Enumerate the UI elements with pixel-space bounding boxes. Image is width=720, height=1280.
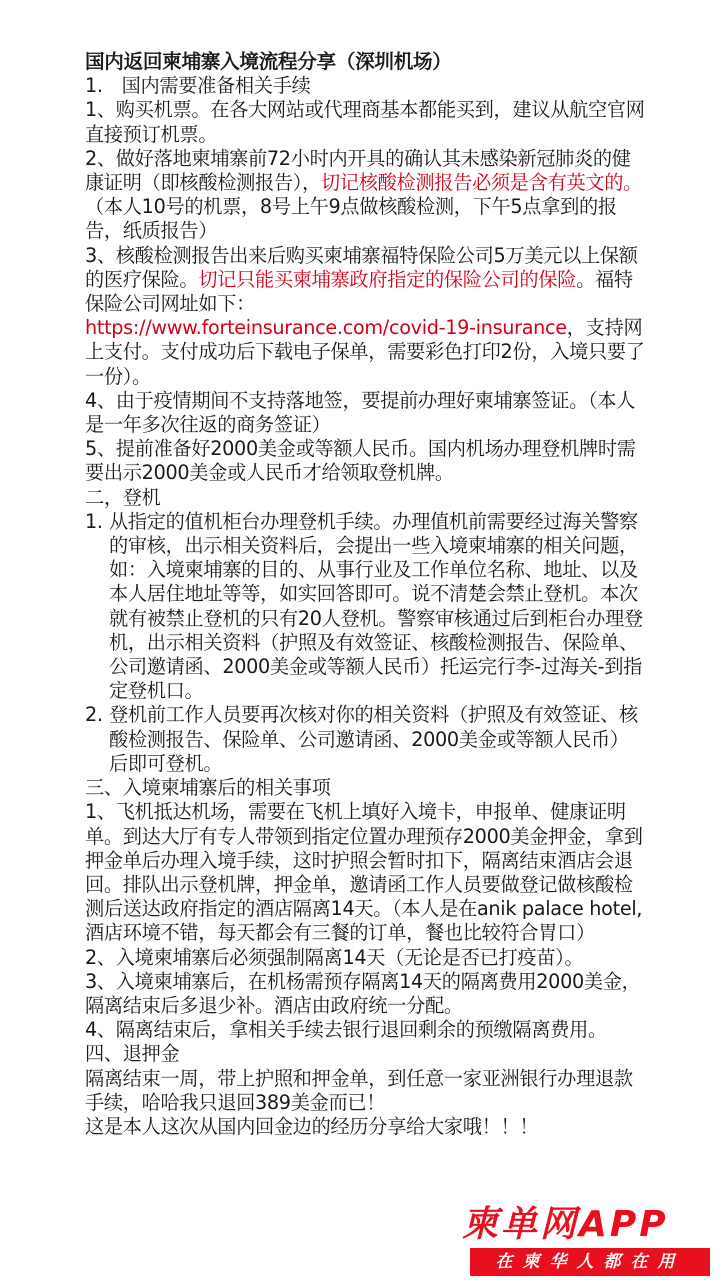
section4-heading: 四、退押金 [85,1042,180,1066]
list-item-number: 2. [85,703,103,727]
item3-text-b: 。福特保险公司网址如下： [85,267,633,316]
app-watermark [462,1204,716,1278]
section3-heading: 三、入境柬埔寨后的相关事项 [85,776,331,800]
section1-item3 [85,244,645,389]
item3-text-a: 3、核酸检测报告出来后购买柬埔寨福特保险公司5万美元以上保额的医疗保险。 [85,243,638,291]
article [85,50,645,1139]
list-item-text: 登机前工作人员要再次核对你的相关资料（护照及有效签证、核酸检测报告、保险单、公司邀请函、2000美金或等额人民币）后即可登机。 [109,703,638,775]
section2-list [85,510,645,776]
section3-item2: 2、入境柬埔寨后必须强制隔离14天（无论是否已打疫苗）。 [85,945,584,969]
item3-text-c: ，支持网上支付。支付成功后下载电子保单，需要彩色打印2份，入境只要了一份）。 [85,316,645,388]
article-title: 国内返回柬埔寨入境流程分享（深圳机场） [85,50,452,73]
item3-warning: 切记只能买柬埔寨政府指定的保险公司的保险 [198,267,577,291]
list-item [85,510,645,704]
section3-item1: 1、飞机抵达机场，需要在飞机上填好入境卡，申报单、健康证明单。到达大厅有专人带领到指定位置办理预存2000美金押金，拿到押金单后办理入境手续，这时护照会暂时扣下，隔离结束酒店会退回。排队出示登机牌，押金单，邀请函工作人员要做登记做核酸检测后送达政府指定的酒店隔离14天。（本人是在anik palace hotel,酒店环境不错，每天都会有三餐的订单，餐也比较符合胃口） [85,800,643,945]
section1-item2 [85,147,645,244]
section3-item3: 3、入境柬埔寨后，在机杨需预存隔离14天的隔离费用2000美金，隔离结束后多退少补。酒店由政府统一分配。 [85,969,641,1017]
item2-warning: 切记核酸检测报告必须是含有英文的。 [320,171,643,195]
item2-text-b: （本人10号的机票，8号上午9点做核酸检测，下午5点拿到的报告，纸质报告） [85,195,617,243]
section4-line1: 隔离结束一周，带上护照和押金单，到任意一家亚洲银行办理退款手续，哈哈我只退回389美金而已！ [85,1066,633,1114]
item2-text-a: 2、做好落地柬埔寨前72小时内开具的确认其未感染新冠肺炎的健康证明（即核酸检测报告）， [85,146,631,195]
section1-item1: 1、购买机票。在各大网站或代理商基本都能买到，建议从航空官网直接预订机票。 [85,98,645,146]
section1-item5: 5、提前准备好2000美金或等额人民币。国内机场办理登机牌时需要出示2000美金或人民币才给领取登机牌。 [85,437,636,485]
section2-heading: 二，登机 [85,485,161,509]
section1-heading: 1. 国内需要准备相关手续 [85,74,311,98]
section1-item4: 4、由于疫情期间不支持落地签，要提前办理好柬埔寨签证。（本人是一年多次往返的商务签证） [85,388,636,437]
insurance-url-link[interactable]: https://www.forteinsurance.com/covid-19-insurance [85,316,567,340]
section3-item4: 4、隔离结束后，拿相关手续去银行退回剩余的预缴隔离费用。 [85,1018,607,1042]
watermark-slogan: 在柬华人都在用 [470,1248,710,1276]
list-item [85,703,645,776]
list-item-number: 1. [85,509,103,533]
watermark-logo-text: 柬单网APP [462,1204,669,1245]
list-item-text: 从指定的值机柜台办理登机手续。办理值机前需要经过海关警察的审核，出示相关资料后，会提出一些入境柬埔寨的相关问题，如：入境柬埔寨的目的、从事行业及工作单位名称、地址、以及本人居住地址等等，如实回答即可。说不清楚会禁止登机。本次就有被禁止登机的只有20人登机。警察审核通过后到柜台办理登机，出示相关资料（护照及有效签证、核酸检测报告、保险单、公司邀请函、2000美金或等额人民币）托运完行李-过海关-到指定登机口。 [109,509,643,703]
section4-line2: 这是本人这次从国内回金边的经历分享给大家哦！！！ [85,1114,539,1138]
